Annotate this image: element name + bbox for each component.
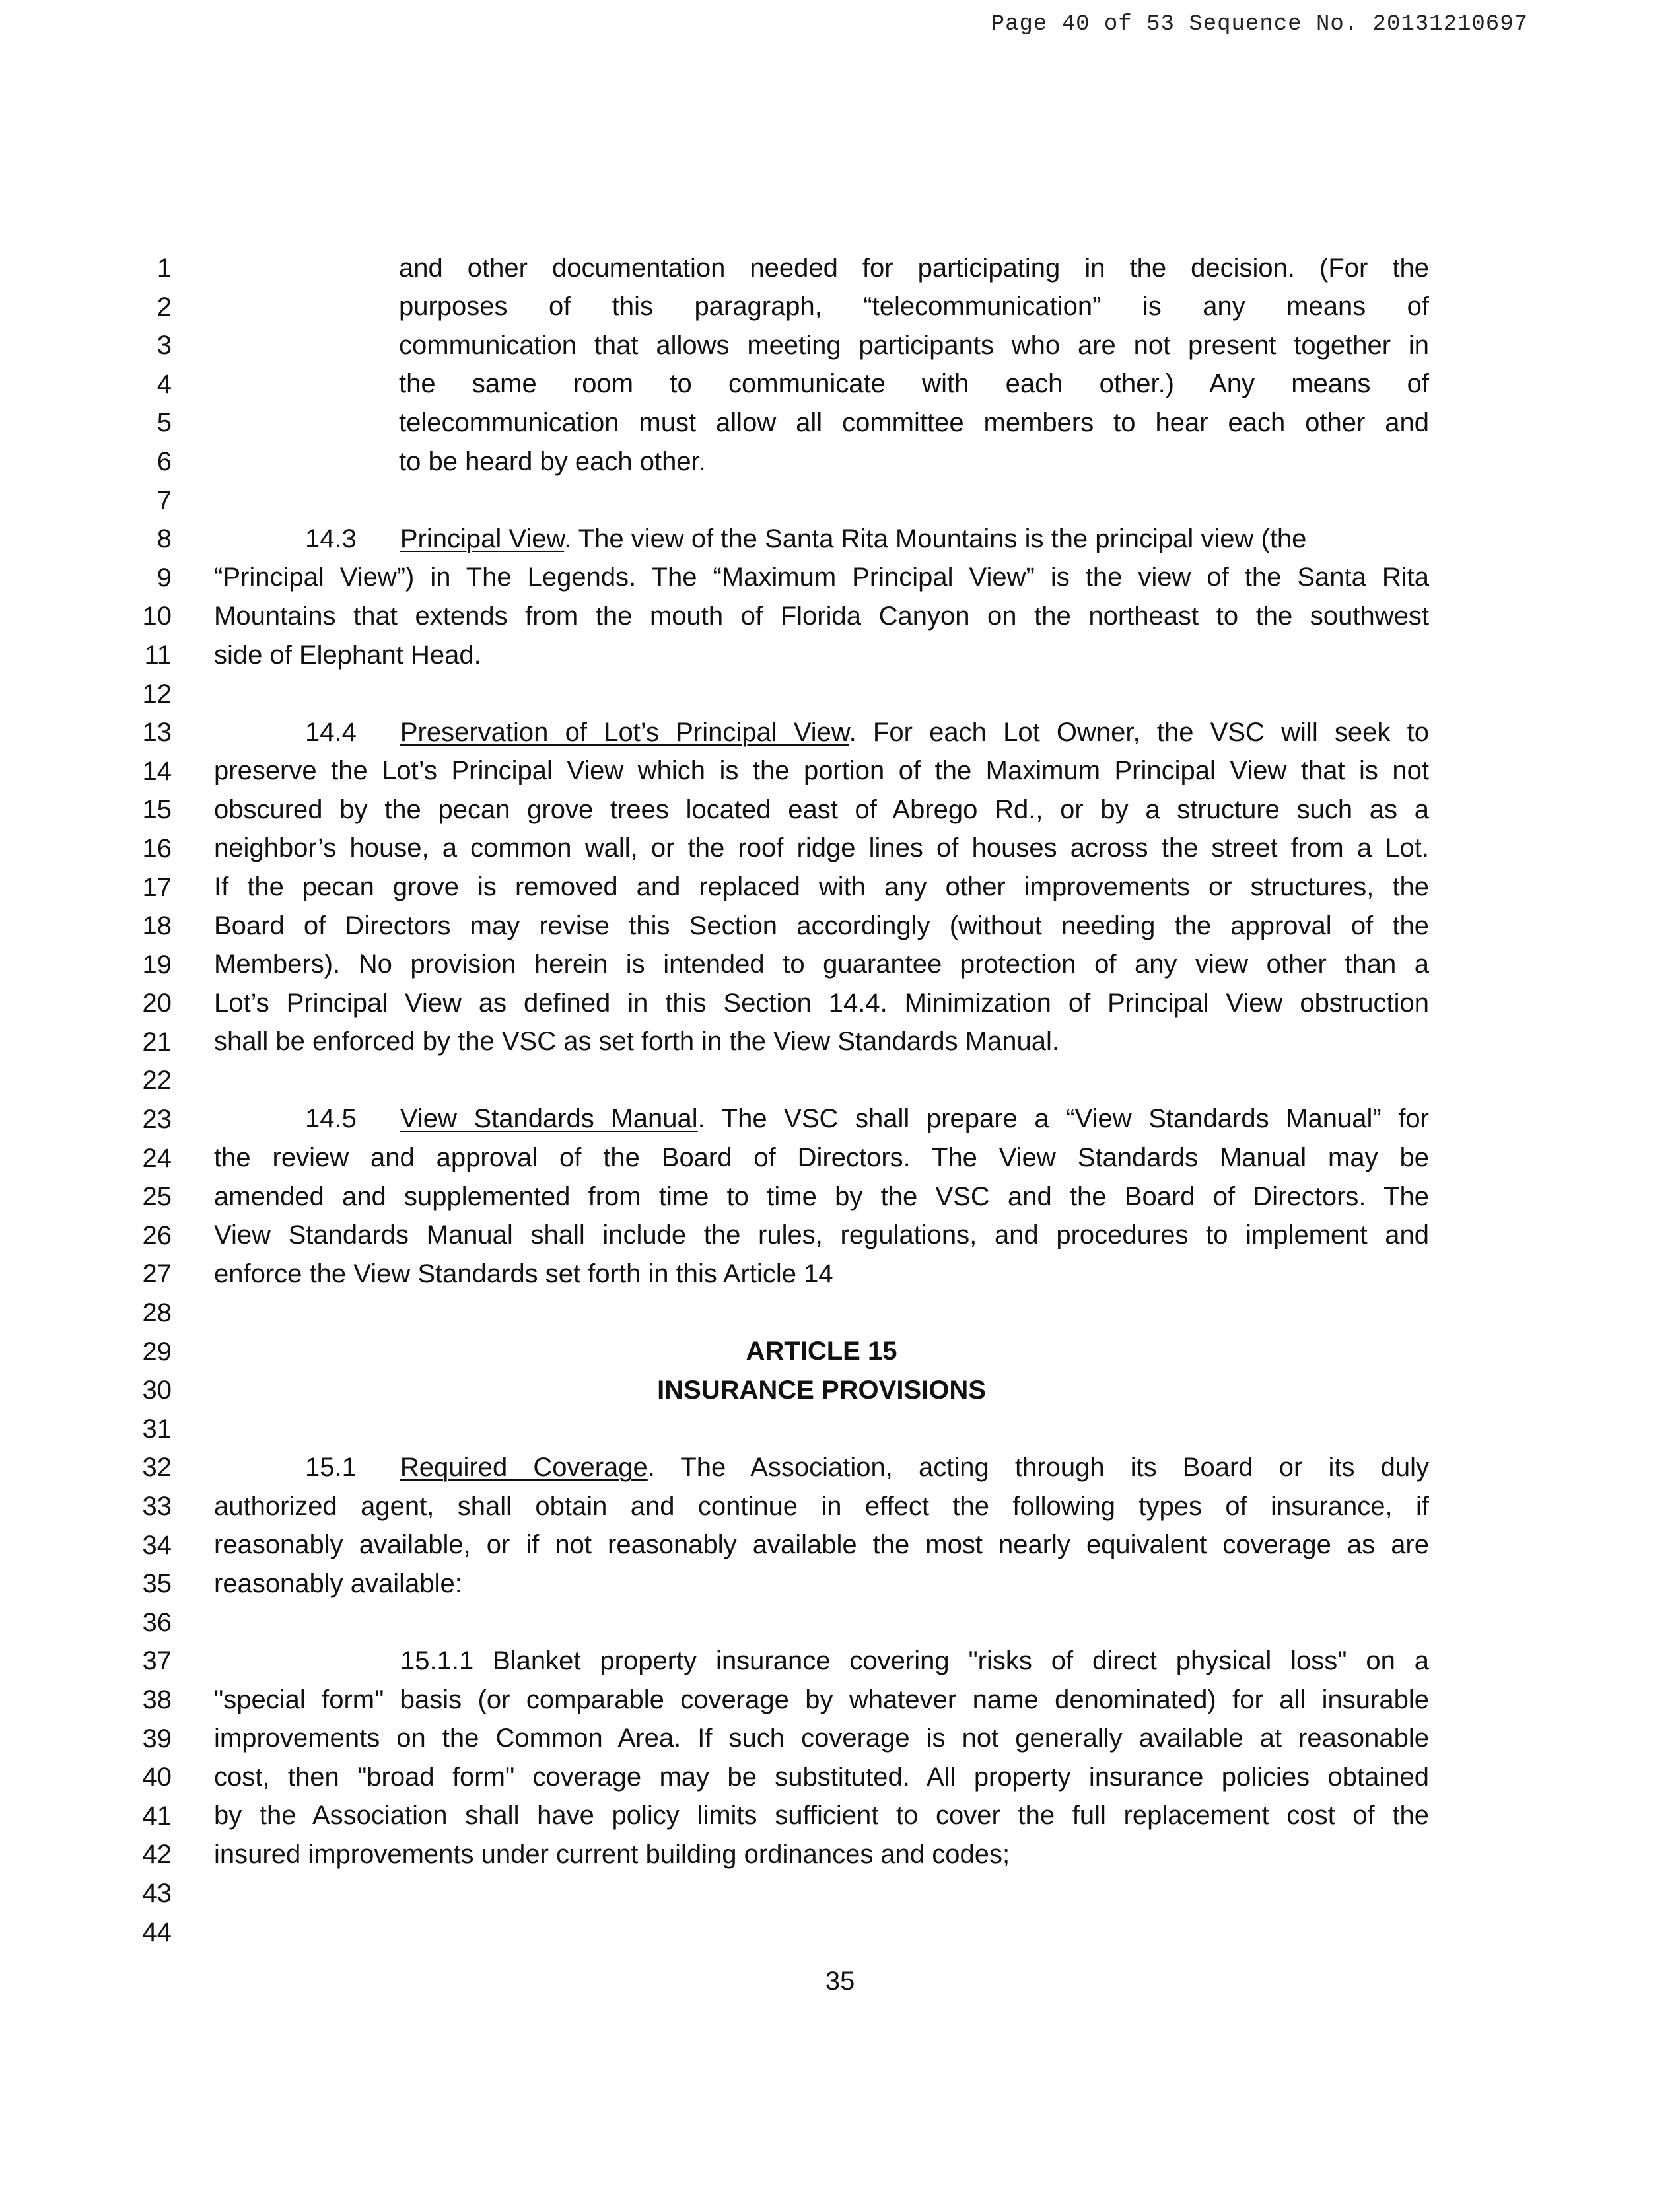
section-title: Required Coverage — [400, 1453, 648, 1482]
text-line: enforce the View Standards set forth in this Article 14 — [214, 1259, 833, 1288]
text-line: obscured by the pecan grove trees located east of Abrego Rd., or by a structure such as a — [214, 795, 1429, 824]
line-number: 24 — [142, 1143, 172, 1173]
line-number: 39 — [142, 1724, 172, 1753]
line-number: 17 — [142, 872, 172, 902]
line-number: 28 — [142, 1298, 172, 1328]
line-number: 34 — [142, 1530, 172, 1560]
section-14-3-first-line — [305, 520, 1429, 558]
text-line: If the pecan grove is removed and replaced with any other improvements or structures, the — [214, 872, 1429, 901]
line-number: 7 — [157, 485, 172, 515]
line-number: 43 — [142, 1878, 172, 1908]
page-header: Page 40 of 53 Sequence No. 20131210697 — [991, 12, 1528, 37]
line-number: 37 — [142, 1646, 172, 1676]
text-line: “Principal View”) in The Legends. The “Maximum Principal View” is the view of the Santa Rita — [214, 563, 1429, 592]
text-line: View Standards Manual shall include the rules, regulations, and procedures to implement and — [214, 1220, 1429, 1249]
section-number: 14.3 — [305, 524, 357, 553]
text-line: neighbor’s house, a common wall, or the roof ridge lines of houses across the street from a Lot. — [214, 833, 1429, 862]
text-line: communication that allows meeting participants who are not present together in — [399, 331, 1429, 360]
text-line: Mountains that extends from the mouth of Florida Canyon on the northeast to the southwest — [214, 602, 1429, 631]
line-number: 9 — [157, 563, 172, 592]
section-text: . The VSC shall prepare a “View Standards Manual” for — [697, 1104, 1429, 1133]
line-number: 2 — [157, 292, 172, 322]
line-number: 3 — [157, 331, 172, 361]
text-line: shall be enforced by the VSC as set forth in the View Standards Manual. — [214, 1027, 1059, 1056]
text-line: "special form" basis (or comparable coverage by whatever name denominated) for all insurable — [214, 1685, 1429, 1714]
line-number: 22 — [142, 1066, 172, 1096]
section-title: Principal View — [400, 524, 565, 553]
text-line: purposes of this paragraph, “telecommunication” is any means of — [399, 292, 1429, 321]
text-line: side of Elephant Head. — [214, 641, 481, 670]
line-number: 31 — [142, 1414, 172, 1444]
article-title: ARTICLE 15 — [746, 1337, 897, 1366]
line-number: 40 — [142, 1763, 172, 1792]
text-line: and other documentation needed for participating in the decision. (For the — [399, 254, 1429, 283]
text-line: Lot’s Principal View as defined in this Section 14.4. Minimization of Principal View obstruction — [214, 989, 1429, 1018]
line-number: 30 — [142, 1376, 172, 1405]
line-number: 27 — [142, 1259, 172, 1289]
line-number: 23 — [142, 1105, 172, 1135]
section-14-5-first-line — [305, 1100, 1429, 1138]
line-number: 13 — [142, 718, 172, 748]
article-subtitle: INSURANCE PROVISIONS — [657, 1376, 986, 1405]
section-15-1-1-first-line: 15.1.1 Blanket property insurance covering "risks of direct physical loss" on a — [400, 1646, 1429, 1675]
text-line: preserve the Lot’s Principal View which is the portion of the Maximum Principal View that is not — [214, 756, 1429, 785]
text-line: cost, then "broad form" coverage may be substituted. All property insurance policies obtained — [214, 1763, 1429, 1792]
line-number: 12 — [142, 679, 172, 709]
section-text: . The view of the Santa Rita Mountains is the principal view (the — [564, 524, 1307, 553]
line-number: 33 — [142, 1492, 172, 1521]
text-line: to be heard by each other. — [399, 447, 706, 476]
line-number: 42 — [142, 1840, 172, 1870]
section-14-4-first-line — [305, 713, 1429, 752]
text-line: by the Association shall have policy limits sufficient to cover the full replacement cost of the — [214, 1801, 1429, 1830]
line-number: 5 — [157, 408, 172, 438]
text-line: improvements on the Common Area. If such coverage is not generally available at reasonable — [214, 1724, 1429, 1753]
section-title: Preservation of Lot’s Principal View — [400, 718, 849, 747]
line-number: 14 — [142, 756, 172, 786]
line-number: 44 — [142, 1917, 172, 1947]
line-number: 21 — [142, 1027, 172, 1057]
text-line: telecommunication must allow all committee members to hear each other and — [399, 408, 1429, 437]
section-text: . For each Lot Owner, the VSC will seek to — [849, 718, 1429, 747]
section-number: 14.4 — [305, 718, 357, 747]
line-number: 32 — [142, 1453, 172, 1483]
line-number: 41 — [142, 1801, 172, 1831]
text-line: amended and supplemented from time to time by the VSC and the Board of Directors. The — [214, 1182, 1429, 1211]
line-number: 10 — [142, 602, 172, 631]
section-text: . The Association, acting through its Board or its duly — [647, 1453, 1429, 1482]
section-title: View Standards Manual — [400, 1104, 698, 1133]
line-number: 26 — [142, 1220, 172, 1250]
line-number: 36 — [142, 1607, 172, 1637]
line-number: 38 — [142, 1685, 172, 1714]
text-line: Members). No provision herein is intended to guarantee protection of any view other than a — [214, 950, 1429, 979]
page-number: 35 — [825, 1967, 855, 1996]
line-number: 19 — [142, 950, 172, 979]
text-line: the review and approval of the Board of Directors. The View Standards Manual may be — [214, 1143, 1429, 1172]
section-number: 14.5 — [305, 1104, 357, 1133]
line-number: 25 — [142, 1182, 172, 1212]
text-line: insured improvements under current building ordinances and codes; — [214, 1840, 1010, 1869]
section-15-1-first-line — [305, 1448, 1429, 1487]
line-number: 18 — [142, 911, 172, 941]
line-number: 6 — [157, 446, 172, 476]
line-number: 4 — [157, 369, 172, 399]
line-number: 15 — [142, 795, 172, 825]
line-number: 20 — [142, 989, 172, 1018]
line-numbers — [99, 249, 172, 1951]
line-number: 8 — [157, 524, 172, 554]
text-line: reasonably available, or if not reasonably available the most nearly equivalent coverage as are — [214, 1530, 1429, 1559]
text-line: the same room to communicate with each other.) Any means of — [399, 369, 1429, 398]
text-line: reasonably available: — [214, 1569, 462, 1598]
line-number: 1 — [157, 254, 172, 283]
section-number: 15.1 — [305, 1453, 357, 1482]
text-line: authorized agent, shall obtain and continue in effect the following types of insurance, if — [214, 1492, 1429, 1521]
line-number: 29 — [142, 1337, 172, 1366]
line-number: 16 — [142, 833, 172, 863]
text-line: Board of Directors may revise this Section accordingly (without needing the approval of the — [214, 911, 1429, 940]
line-number: 11 — [144, 640, 172, 670]
line-number: 35 — [142, 1569, 172, 1599]
